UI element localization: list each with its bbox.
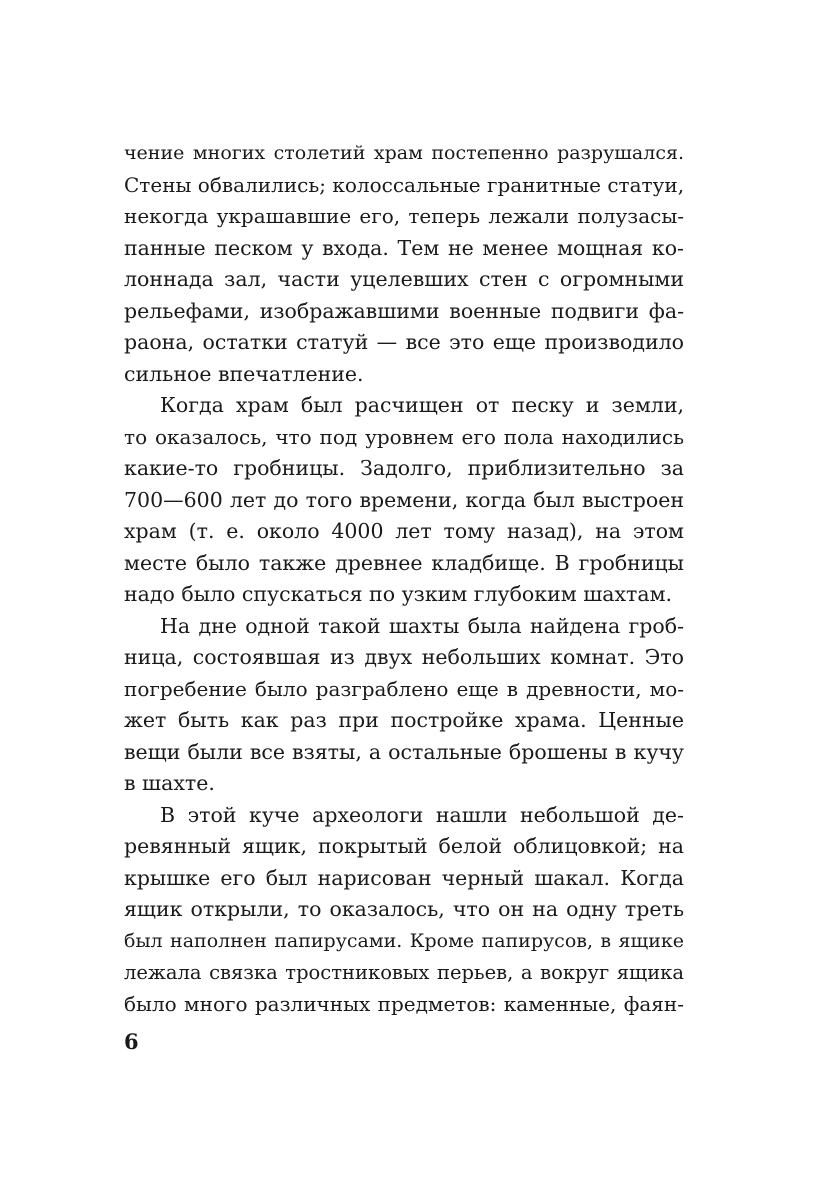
text-line: 700—600 лет до того времени, когда был выстроен — [124, 487, 684, 512]
text-line: вещи были все взяты, а остальные брошены в кучу — [124, 739, 684, 764]
text-line: погребение было разграблено еще в древности, мо- — [124, 676, 684, 701]
text-line: лоннада зал, части уцелевших стен с огромными — [124, 267, 684, 291]
body-text — [124, 138, 684, 1020]
text-line: сильное впечатление. — [124, 361, 364, 386]
text-line: был наполнен папирусами. Кроме папирусов, в ящике — [124, 929, 684, 952]
text-line: На дне одной такой шахты была найдена гроб- — [160, 613, 684, 638]
text-line: чение многих столетий храм постепенно разрушался. — [124, 142, 684, 164]
text-line: рельефами, изображавшими военные подвиги фа- — [124, 298, 684, 323]
paragraph-4 — [124, 800, 684, 1021]
text-line: ревянный ящик, покрытый белой облицовкой; на — [124, 834, 684, 858]
text-line: храм (т. е. около 4000 лет тому назад), на этом — [124, 519, 684, 543]
text-line: раона, остатки статуй — все это еще производило — [124, 330, 684, 354]
text-line: жет быть как раз при постройке храма. Ценные — [124, 708, 684, 732]
paragraph-3 — [124, 611, 684, 800]
text-line: ящик открыли, то оказалось, что он на одну треть — [124, 897, 684, 921]
text-line: было много различных предметов: каменные, фаян- — [124, 991, 684, 1016]
text-line: Когда храм был расчищен от песку и земли, — [160, 393, 684, 417]
text-line: крышке его был нарисован черный шакал. Когда — [124, 865, 684, 890]
text-line: то оказалось, что под уровнем его пола находились — [124, 424, 684, 449]
text-line: ница, состоявшая из двух небольших комнат. Это — [124, 645, 684, 669]
text-line: надо было спускаться по узким глубоким шахтам. — [124, 582, 673, 606]
text-line: какие-то гробницы. Задолго, приблизительно за — [124, 456, 684, 480]
text-line: В этой куче археологи нашли небольшой де- — [160, 802, 684, 827]
text-line: Стены обвалились; колоссальные гранитные статуи, — [124, 172, 685, 197]
text-line: в шахте. — [124, 771, 215, 795]
paragraph-2 — [124, 390, 684, 611]
text-line: месте было также древнее кладбище. В гробницы — [124, 550, 684, 575]
page-number: 6 — [124, 1029, 139, 1054]
text-line: некогда украшавшие его, теперь лежали полузасы- — [124, 204, 684, 228]
paragraph-1 — [124, 138, 684, 390]
text-line: панные песком у входа. Тем не менее мощная ко- — [124, 235, 684, 260]
text-line: лежала связка тростниковых перьев, а вокруг ящика — [124, 961, 684, 984]
